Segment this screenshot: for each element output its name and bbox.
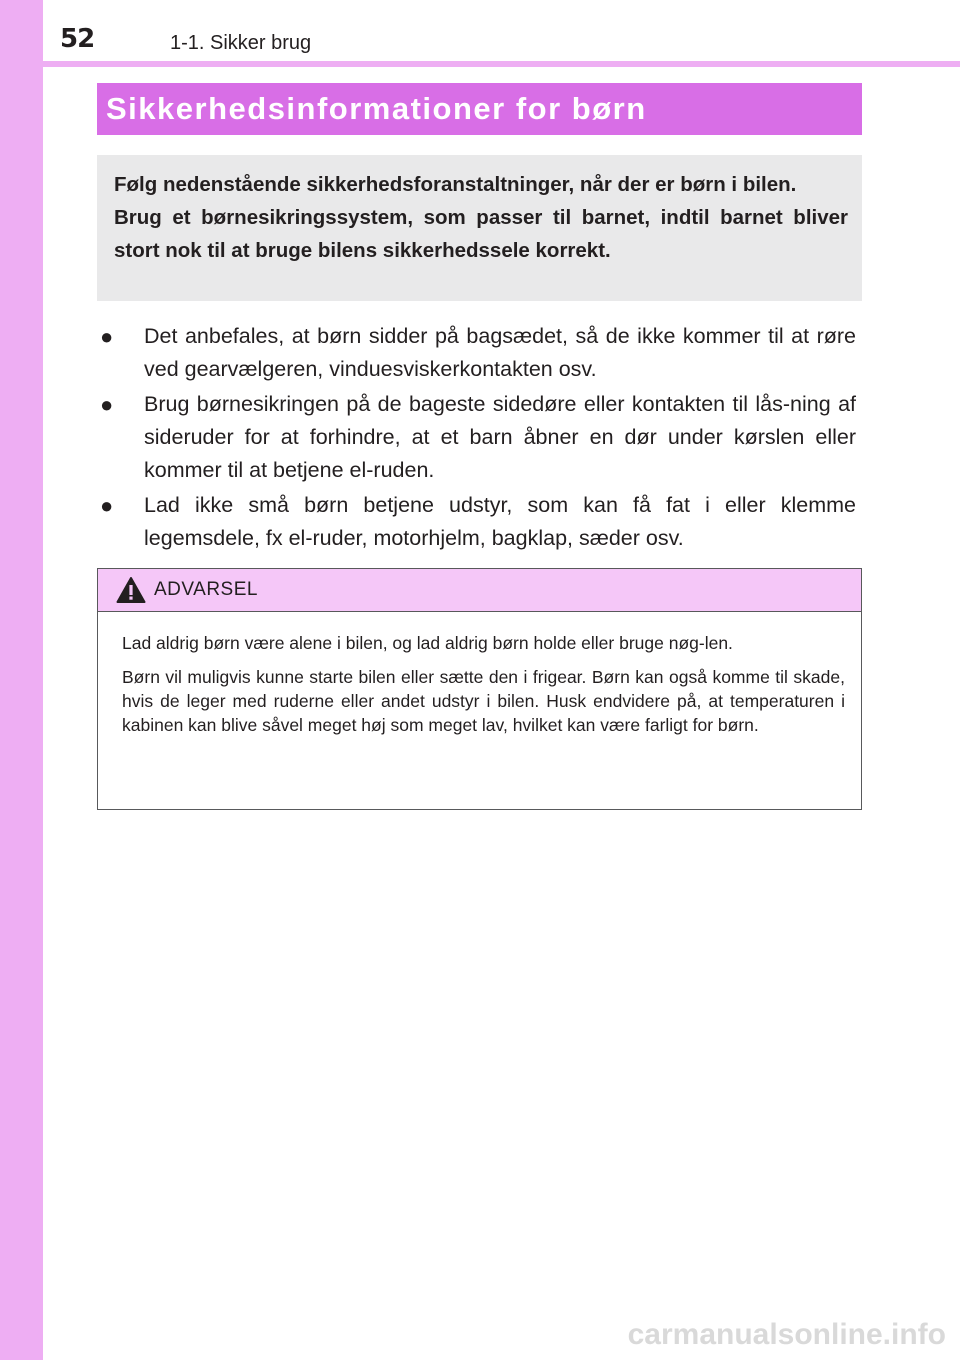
section-title: Sikkerhedsinformationer for børn <box>97 83 862 135</box>
intro-paragraph: Brug et børnesikringssystem, som passer til barnet, indtil barnet bliver stort nok til at bruge bilens sikkerhedssele korrekt. <box>114 206 848 262</box>
bullet-dot-icon: ● <box>100 493 114 518</box>
bullet-dot-icon: ● <box>100 324 114 349</box>
list-item-text: Det anbefales, at børn sidder på bagsædet, så de ikke kommer til at røre ved gearvælgeren, vinduesviskerkontakten osv. <box>144 324 856 381</box>
list-item-text: Brug børnesikringen på de bageste sidedøre eller kontakten til lås-ning af sideruder for at forhindre, at et barn åbner en dør under kørslen eller kommer til at betjene el-ruden. <box>144 392 856 482</box>
warning-label: ADVARSEL <box>154 579 258 600</box>
warning-paragraph: Børn vil muligvis kunne starte bilen eller sætte den i frigear. Børn kan også komme til skade, hvis de leger med ruderne eller andet udstyr i bilen. Husk endvidere på, at temperaturen i kabinen kan blive såvel meget høj som meget lav, hvilket kan være farligt for børn. <box>122 667 845 735</box>
warning-header <box>98 569 861 612</box>
chapter-title: 1-1. Sikker brug <box>170 32 312 54</box>
watermark: carmanualsonline.info <box>627 1318 946 1351</box>
list-item-text: Lad ikke små børn betjene udstyr, som kan få fat i eller klemme legemsdele, fx el-ruder, motorhjelm, bagklap, sæder osv. <box>144 493 856 550</box>
intro-box <box>97 155 862 301</box>
page-sidebar <box>0 0 43 1360</box>
list-item <box>100 320 856 386</box>
warning-body <box>98 612 861 737</box>
list-item <box>100 489 856 555</box>
warning-paragraph: Lad aldrig børn være alene i bilen, og lad aldrig børn holde eller bruge nøg-len. <box>122 633 733 653</box>
warning-triangle-icon <box>116 576 146 604</box>
page-number: 52 <box>60 24 95 54</box>
bullet-list <box>100 320 856 557</box>
list-item <box>100 388 856 487</box>
bullet-dot-icon: ● <box>100 392 114 417</box>
warning-box <box>97 568 862 810</box>
intro-paragraph: Følg nedenstående sikkerhedsforanstaltninger, når der er børn i bilen. <box>114 173 797 196</box>
header-rule <box>43 61 960 67</box>
